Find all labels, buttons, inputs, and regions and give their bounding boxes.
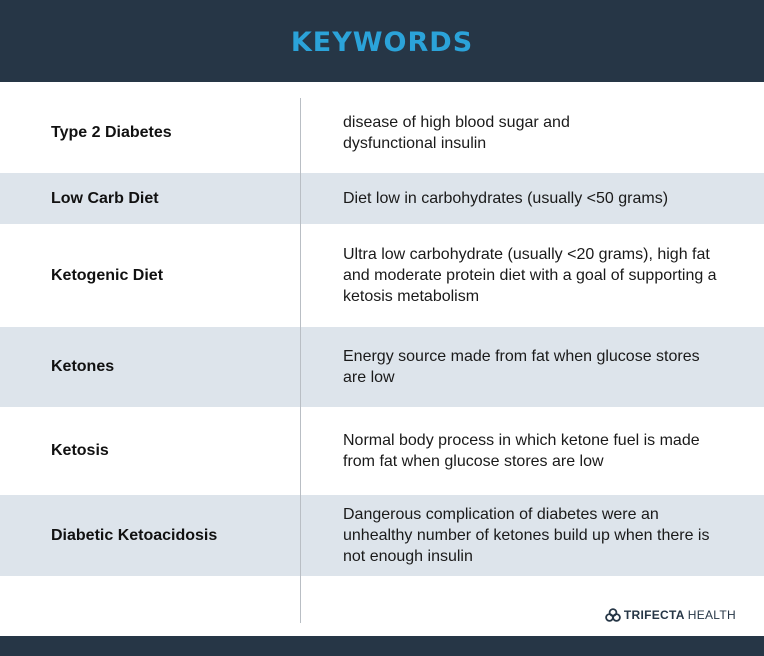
page-header (0, 0, 764, 82)
term-cell: Type 2 Diabetes (51, 124, 172, 141)
definition-cell: Dangerous complication of diabetes were an unhealthy number of ketones build up when there is not enough insulin (343, 506, 710, 565)
brand-name-bold: TRIFECTA (623, 608, 685, 622)
table-row (0, 108, 764, 158)
brand-logo (605, 608, 736, 622)
table-row (0, 495, 764, 576)
definition-cell: Normal body process in which ketone fuel is made from fat when glucose stores are low (343, 432, 700, 470)
table-row (0, 224, 764, 327)
definition-cell: Ultra low carbohydrate (usually <20 grams), high fat and moderate protein diet with a goal of supporting a ketosis metabolism (343, 246, 717, 305)
table-row (0, 173, 764, 224)
page-title: KEYWORDS (290, 26, 474, 58)
term-cell: Ketosis (51, 442, 109, 459)
table-row (0, 407, 764, 495)
definition-cell: Energy source made from fat when glucose stores are low (343, 348, 700, 386)
column-divider (300, 98, 301, 623)
table-row (0, 327, 764, 407)
term-cell: Diabetic Ketoacidosis (51, 526, 218, 544)
page-footer (0, 636, 764, 656)
brand-name-light: HEALTH (687, 608, 736, 622)
term-cell: Ketones (51, 358, 115, 375)
definition-cell: disease of high blood sugar and dysfunctional insulin (343, 114, 570, 152)
trifecta-logo-icon (605, 608, 621, 622)
term-cell: Ketogenic Diet (51, 266, 164, 284)
term-cell: Low Carb Diet (51, 189, 159, 207)
definition-cell: Diet low in carbohydrates (usually <50 grams) (343, 190, 669, 207)
